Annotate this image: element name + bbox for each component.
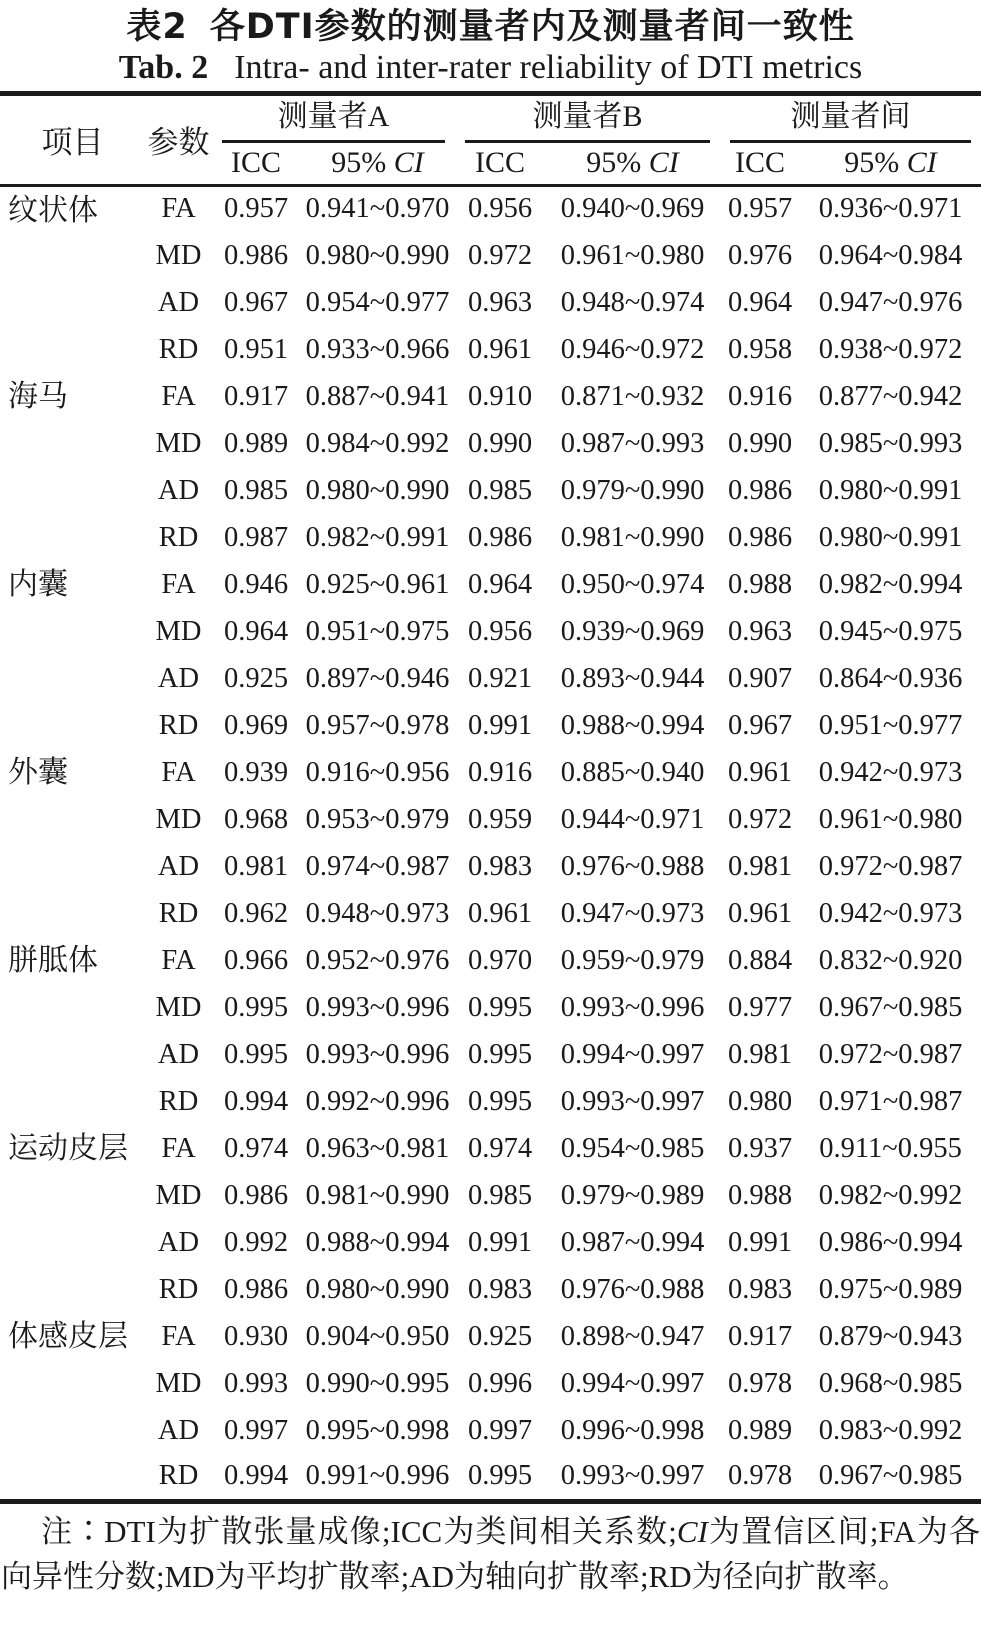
icc-b-cell: 0.996 xyxy=(467,1367,533,1399)
icc-a-cell: 0.994 xyxy=(223,1085,289,1117)
ci-inter-cell: 0.967~0.985 xyxy=(818,1460,963,1492)
icc-b-cell: 0.995 xyxy=(467,1038,533,1070)
ci-b-cell: 0.946~0.972 xyxy=(560,333,705,365)
table-row xyxy=(0,467,981,514)
ci-a-cell: 0.957~0.978 xyxy=(305,709,450,741)
ci-b-cell: 0.979~0.989 xyxy=(560,1179,705,1211)
column-header-ci-b xyxy=(545,143,720,185)
icc-inter-cell: 0.986 xyxy=(727,474,793,506)
column-header-param: 参数 xyxy=(145,94,212,186)
table-row xyxy=(0,608,981,655)
table-row xyxy=(0,1078,981,1125)
ci-a-cell: 0.992~0.996 xyxy=(305,1085,450,1117)
ci-inter-cell: 0.877~0.942 xyxy=(818,380,963,412)
icc-a-cell: 0.985 xyxy=(223,474,289,506)
group-header-inter-rater-label: 测量者间 xyxy=(730,96,971,143)
ci-b-cell: 0.961~0.980 xyxy=(560,239,705,271)
table-row xyxy=(0,1360,981,1407)
table-row xyxy=(0,984,981,1031)
param-cell: AD xyxy=(157,850,200,882)
param-cell: FA xyxy=(161,568,196,600)
ci-inter-cell: 0.972~0.987 xyxy=(818,850,963,882)
ci-b-cell: 0.993~0.996 xyxy=(560,991,705,1023)
ci-a-cell: 0.948~0.973 xyxy=(305,897,450,929)
group-header-rater-b-label: 测量者B xyxy=(465,96,710,143)
column-header-ci-inter xyxy=(800,143,981,185)
param-cell: RD xyxy=(158,333,199,365)
icc-inter-cell: 0.961 xyxy=(727,756,793,788)
table-row xyxy=(0,1454,981,1501)
ci-b-cell: 0.976~0.988 xyxy=(560,1273,705,1305)
icc-inter-cell: 0.964 xyxy=(727,286,793,318)
icc-b-cell: 0.910 xyxy=(467,380,533,412)
ci-label: CI xyxy=(648,146,679,180)
icc-b-cell: 0.963 xyxy=(467,286,533,318)
icc-inter-cell: 0.981 xyxy=(727,850,793,882)
region-cell: 运动皮层 xyxy=(8,1132,128,1165)
icc-inter-cell: 0.988 xyxy=(727,568,793,600)
ci-a-cell: 0.916~0.956 xyxy=(305,756,450,788)
table-row xyxy=(0,843,981,890)
icc-inter-cell: 0.983 xyxy=(727,1273,793,1305)
table-row xyxy=(0,185,981,232)
region-cell: 胼胝体 xyxy=(8,944,98,977)
ci-b-cell: 0.988~0.994 xyxy=(560,709,705,741)
table-header xyxy=(0,94,981,186)
ci-inter-cell: 0.975~0.989 xyxy=(818,1273,963,1305)
icc-inter-cell: 0.916 xyxy=(727,380,793,412)
icc-a-cell: 0.962 xyxy=(223,897,289,929)
param-cell: RD xyxy=(158,1273,199,1305)
icc-inter-cell: 0.917 xyxy=(727,1320,793,1352)
param-cell: MD xyxy=(155,427,202,459)
icc-b-cell: 0.986 xyxy=(467,521,533,553)
icc-inter-cell: 0.988 xyxy=(727,1179,793,1211)
ci-a-cell: 0.925~0.961 xyxy=(305,568,450,600)
group-header-rater-a-label: 测量者A xyxy=(222,96,445,143)
icc-a-cell: 0.951 xyxy=(223,333,289,365)
table-row xyxy=(0,326,981,373)
icc-a-cell: 0.986 xyxy=(223,1179,289,1211)
icc-inter-cell: 0.981 xyxy=(727,1038,793,1070)
icc-inter-cell: 0.980 xyxy=(727,1085,793,1117)
ci-a-cell: 0.887~0.941 xyxy=(305,380,450,412)
param-cell: FA xyxy=(161,1132,196,1164)
ci-inter-cell: 0.980~0.991 xyxy=(818,474,963,506)
ci-a-cell: 0.993~0.996 xyxy=(305,1038,450,1070)
column-header-icc-a: ICC xyxy=(212,143,300,185)
ci-a-cell: 0.954~0.977 xyxy=(305,286,450,318)
ci-inter-cell: 0.879~0.943 xyxy=(818,1320,963,1352)
param-cell: AD xyxy=(157,1038,200,1070)
ci-inter-cell: 0.971~0.987 xyxy=(818,1085,963,1117)
icc-a-cell: 0.974 xyxy=(223,1132,289,1164)
ci-inter-cell: 0.967~0.985 xyxy=(818,991,963,1023)
ci-b-cell: 0.893~0.944 xyxy=(560,662,705,694)
group-header-rater-a xyxy=(212,94,455,144)
param-cell: RD xyxy=(158,897,199,929)
table-row xyxy=(0,232,981,279)
icc-inter-cell: 0.978 xyxy=(727,1367,793,1399)
icc-b-cell: 0.985 xyxy=(467,474,533,506)
region-cell: 内囊 xyxy=(8,568,68,601)
table-row xyxy=(0,1407,981,1454)
param-cell: RD xyxy=(158,521,199,553)
icc-a-cell: 0.964 xyxy=(223,615,289,647)
table-row xyxy=(0,890,981,937)
param-cell: AD xyxy=(157,662,200,694)
table-row xyxy=(0,1313,981,1360)
table-title-en-text: Intra- and inter-rater reliability of DTI metrics xyxy=(234,49,863,86)
group-header-rater-b xyxy=(455,94,720,144)
ci-a-cell: 0.904~0.950 xyxy=(305,1320,450,1352)
icc-inter-cell: 0.958 xyxy=(727,333,793,365)
icc-inter-cell: 0.990 xyxy=(727,427,793,459)
icc-a-cell: 0.987 xyxy=(223,521,289,553)
ci-a-cell: 0.980~0.990 xyxy=(305,474,450,506)
icc-b-cell: 0.959 xyxy=(467,803,533,835)
ci-inter-cell: 0.864~0.936 xyxy=(818,662,963,694)
ci-b-cell: 0.993~0.997 xyxy=(560,1460,705,1492)
icc-b-cell: 0.961 xyxy=(467,897,533,929)
icc-a-cell: 0.995 xyxy=(223,1038,289,1070)
ci-b-cell: 0.976~0.988 xyxy=(560,850,705,882)
ci-inter-cell: 0.832~0.920 xyxy=(818,944,963,976)
footnote-text-2: 为置信区间;FA为各向异性分数;MD为平均扩散率;AD为轴向扩散率;RD为径向扩散率。 xyxy=(1,1513,980,1594)
table-title-en xyxy=(0,48,981,91)
param-cell: MD xyxy=(155,1367,202,1399)
param-cell: FA xyxy=(161,756,196,788)
column-header-icc-inter: ICC xyxy=(720,143,800,185)
icc-a-cell: 0.992 xyxy=(223,1226,289,1258)
icc-a-cell: 0.986 xyxy=(223,1273,289,1305)
param-cell: MD xyxy=(155,1179,202,1211)
ci-inter-cell: 0.945~0.975 xyxy=(818,615,963,647)
ci-inter-cell: 0.911~0.955 xyxy=(819,1132,962,1164)
ci-a-cell: 0.963~0.981 xyxy=(305,1132,450,1164)
reliability-table xyxy=(0,91,981,1504)
table-row xyxy=(0,1172,981,1219)
icc-a-cell: 0.966 xyxy=(223,944,289,976)
ci-b-cell: 0.993~0.997 xyxy=(560,1085,705,1117)
ci-b-cell: 0.979~0.990 xyxy=(560,474,705,506)
ci-a-cell: 0.991~0.996 xyxy=(305,1460,450,1492)
group-header-row xyxy=(0,94,981,144)
ci-b-cell: 0.898~0.947 xyxy=(560,1320,705,1352)
ci-a-cell: 0.933~0.966 xyxy=(305,333,450,365)
table-title-zh-text: 各DTI参数的测量者内及测量者间一致性 xyxy=(209,7,855,47)
icc-b-cell: 0.956 xyxy=(467,193,533,225)
icc-b-cell: 0.964 xyxy=(467,568,533,600)
region-cell: 体感皮层 xyxy=(8,1320,128,1353)
ci-inter-cell: 0.982~0.992 xyxy=(818,1179,963,1211)
column-header-item: 项目 xyxy=(0,94,145,186)
group-header-inter-rater xyxy=(720,94,981,144)
table-row xyxy=(0,561,981,608)
ci-inter-cell: 0.942~0.973 xyxy=(818,756,963,788)
ci-inter-cell: 0.936~0.971 xyxy=(818,193,963,225)
ci-b-cell: 0.994~0.997 xyxy=(560,1367,705,1399)
ci-inter-cell: 0.938~0.972 xyxy=(818,333,963,365)
ci-a-cell: 0.952~0.976 xyxy=(305,944,450,976)
icc-b-cell: 0.983 xyxy=(467,1273,533,1305)
table-footnote xyxy=(0,1509,981,1599)
table-body xyxy=(0,185,981,1501)
ci-prefix: 95% xyxy=(844,146,907,180)
region-cell: 纹状体 xyxy=(8,193,98,227)
icc-b-cell: 0.983 xyxy=(467,850,533,882)
icc-inter-cell: 0.976 xyxy=(727,239,793,271)
ci-inter-cell: 0.972~0.987 xyxy=(818,1038,963,1070)
ci-inter-cell: 0.980~0.991 xyxy=(818,521,963,553)
ci-inter-cell: 0.986~0.994 xyxy=(818,1226,963,1258)
icc-a-cell: 0.993 xyxy=(223,1367,289,1399)
icc-b-cell: 0.974 xyxy=(467,1132,533,1164)
icc-inter-cell: 0.967 xyxy=(727,709,793,741)
icc-b-cell: 0.990 xyxy=(467,427,533,459)
ci-inter-cell: 0.968~0.985 xyxy=(818,1367,963,1399)
icc-b-cell: 0.995 xyxy=(467,1460,533,1492)
table-row xyxy=(0,514,981,561)
footnote-ci: CI xyxy=(676,1513,708,1549)
ci-a-cell: 0.982~0.991 xyxy=(305,521,450,553)
param-cell: MD xyxy=(155,239,202,271)
table-row xyxy=(0,749,981,796)
param-cell: RD xyxy=(158,709,199,741)
icc-a-cell: 0.981 xyxy=(223,850,289,882)
param-cell: AD xyxy=(157,1414,200,1446)
ci-b-cell: 0.885~0.940 xyxy=(560,756,705,788)
icc-b-cell: 0.925 xyxy=(467,1320,533,1352)
table-row xyxy=(0,1266,981,1313)
footnote-text-1: 注∶DTI为扩散张量成像;ICC为类间相关系数; xyxy=(41,1513,677,1549)
icc-inter-cell: 0.963 xyxy=(727,615,793,647)
icc-b-cell: 0.961 xyxy=(467,333,533,365)
icc-inter-cell: 0.957 xyxy=(727,193,793,225)
param-cell: FA xyxy=(161,380,196,412)
icc-inter-cell: 0.989 xyxy=(727,1414,793,1446)
ci-a-cell: 0.951~0.975 xyxy=(305,615,450,647)
icc-a-cell: 0.957 xyxy=(223,193,289,225)
icc-inter-cell: 0.986 xyxy=(727,521,793,553)
table-number-en: Tab. 2 xyxy=(118,49,209,86)
table-row xyxy=(0,702,981,749)
ci-a-cell: 0.990~0.995 xyxy=(305,1367,450,1399)
ci-a-cell: 0.941~0.970 xyxy=(305,193,450,225)
icc-a-cell: 0.930 xyxy=(223,1320,289,1352)
table-row xyxy=(0,373,981,420)
table-title-zh xyxy=(0,0,981,48)
ci-a-cell: 0.984~0.992 xyxy=(305,427,450,459)
ci-prefix: 95% xyxy=(586,146,649,180)
table-row xyxy=(0,1219,981,1266)
ci-inter-cell: 0.947~0.976 xyxy=(818,286,963,318)
column-header-icc-b: ICC xyxy=(455,143,545,185)
icc-a-cell: 0.986 xyxy=(223,239,289,271)
icc-b-cell: 0.985 xyxy=(467,1179,533,1211)
ci-a-cell: 0.980~0.990 xyxy=(305,1273,450,1305)
icc-b-cell: 0.995 xyxy=(467,991,533,1023)
icc-a-cell: 0.968 xyxy=(223,803,289,835)
icc-inter-cell: 0.961 xyxy=(727,897,793,929)
ci-a-cell: 0.988~0.994 xyxy=(305,1226,450,1258)
ci-inter-cell: 0.942~0.973 xyxy=(818,897,963,929)
icc-b-cell: 0.995 xyxy=(467,1085,533,1117)
ci-inter-cell: 0.982~0.994 xyxy=(818,568,963,600)
ci-b-cell: 0.994~0.997 xyxy=(560,1038,705,1070)
table-row xyxy=(0,1031,981,1078)
ci-inter-cell: 0.983~0.992 xyxy=(818,1414,963,1446)
param-cell: MD xyxy=(155,615,202,647)
icc-inter-cell: 0.978 xyxy=(727,1460,793,1492)
icc-inter-cell: 0.977 xyxy=(727,991,793,1023)
icc-inter-cell: 0.937 xyxy=(727,1132,793,1164)
icc-a-cell: 0.995 xyxy=(223,991,289,1023)
icc-a-cell: 0.989 xyxy=(223,427,289,459)
ci-b-cell: 0.871~0.932 xyxy=(560,380,705,412)
column-header-ci-a xyxy=(300,143,455,185)
region-cell: 海马 xyxy=(8,380,68,413)
icc-a-cell: 0.917 xyxy=(223,380,289,412)
table-row xyxy=(0,1125,981,1172)
ci-b-cell: 0.950~0.974 xyxy=(560,568,705,600)
ci-b-cell: 0.947~0.973 xyxy=(560,897,705,929)
table-row xyxy=(0,655,981,702)
table-row xyxy=(0,937,981,984)
ci-inter-cell: 0.951~0.977 xyxy=(818,709,963,741)
ci-b-cell: 0.987~0.994 xyxy=(560,1226,705,1258)
ci-a-cell: 0.953~0.979 xyxy=(305,803,450,835)
table-row xyxy=(0,420,981,467)
ci-b-cell: 0.939~0.969 xyxy=(560,615,705,647)
ci-label: CI xyxy=(393,146,424,180)
icc-b-cell: 0.991 xyxy=(467,709,533,741)
table-row xyxy=(0,279,981,326)
param-cell: RD xyxy=(158,1460,199,1492)
icc-a-cell: 0.925 xyxy=(223,662,289,694)
ci-b-cell: 0.959~0.979 xyxy=(560,944,705,976)
ci-b-cell: 0.981~0.990 xyxy=(560,521,705,553)
ci-b-cell: 0.944~0.971 xyxy=(560,803,705,835)
icc-b-cell: 0.997 xyxy=(467,1414,533,1446)
ci-inter-cell: 0.964~0.984 xyxy=(818,239,963,271)
ci-b-cell: 0.948~0.974 xyxy=(560,286,705,318)
icc-inter-cell: 0.907 xyxy=(727,662,793,694)
param-cell: FA xyxy=(161,1320,196,1352)
icc-b-cell: 0.956 xyxy=(467,615,533,647)
param-cell: FA xyxy=(161,193,196,225)
icc-inter-cell: 0.884 xyxy=(727,944,793,976)
param-cell: AD xyxy=(157,474,200,506)
param-cell: AD xyxy=(157,1226,200,1258)
ci-a-cell: 0.981~0.990 xyxy=(305,1179,450,1211)
icc-a-cell: 0.939 xyxy=(223,756,289,788)
ci-a-cell: 0.993~0.996 xyxy=(305,991,450,1023)
icc-a-cell: 0.946 xyxy=(223,568,289,600)
icc-inter-cell: 0.991 xyxy=(727,1226,793,1258)
ci-inter-cell: 0.985~0.993 xyxy=(818,427,963,459)
ci-a-cell: 0.995~0.998 xyxy=(305,1414,450,1446)
ci-label: CI xyxy=(906,146,937,180)
icc-b-cell: 0.991 xyxy=(467,1226,533,1258)
param-cell: MD xyxy=(155,991,202,1023)
ci-b-cell: 0.940~0.969 xyxy=(560,193,705,225)
ci-inter-cell: 0.961~0.980 xyxy=(818,803,963,835)
icc-inter-cell: 0.972 xyxy=(727,803,793,835)
icc-b-cell: 0.916 xyxy=(467,756,533,788)
region-cell: 外囊 xyxy=(8,756,68,789)
ci-b-cell: 0.987~0.993 xyxy=(560,427,705,459)
param-cell: RD xyxy=(158,1085,199,1117)
icc-a-cell: 0.967 xyxy=(223,286,289,318)
icc-b-cell: 0.972 xyxy=(467,239,533,271)
ci-b-cell: 0.954~0.985 xyxy=(560,1132,705,1164)
icc-a-cell: 0.997 xyxy=(223,1414,289,1446)
icc-b-cell: 0.921 xyxy=(467,662,533,694)
ci-a-cell: 0.980~0.990 xyxy=(305,239,450,271)
icc-a-cell: 0.994 xyxy=(223,1460,289,1492)
param-cell: MD xyxy=(155,803,202,835)
icc-b-cell: 0.970 xyxy=(467,944,533,976)
table-number-zh: 表2 xyxy=(126,7,188,47)
param-cell: AD xyxy=(157,286,200,318)
param-cell: FA xyxy=(161,944,196,976)
icc-a-cell: 0.969 xyxy=(223,709,289,741)
ci-prefix: 95% xyxy=(331,146,394,180)
table-row xyxy=(0,796,981,843)
ci-a-cell: 0.974~0.987 xyxy=(305,850,450,882)
ci-b-cell: 0.996~0.998 xyxy=(560,1414,705,1446)
ci-a-cell: 0.897~0.946 xyxy=(305,662,450,694)
